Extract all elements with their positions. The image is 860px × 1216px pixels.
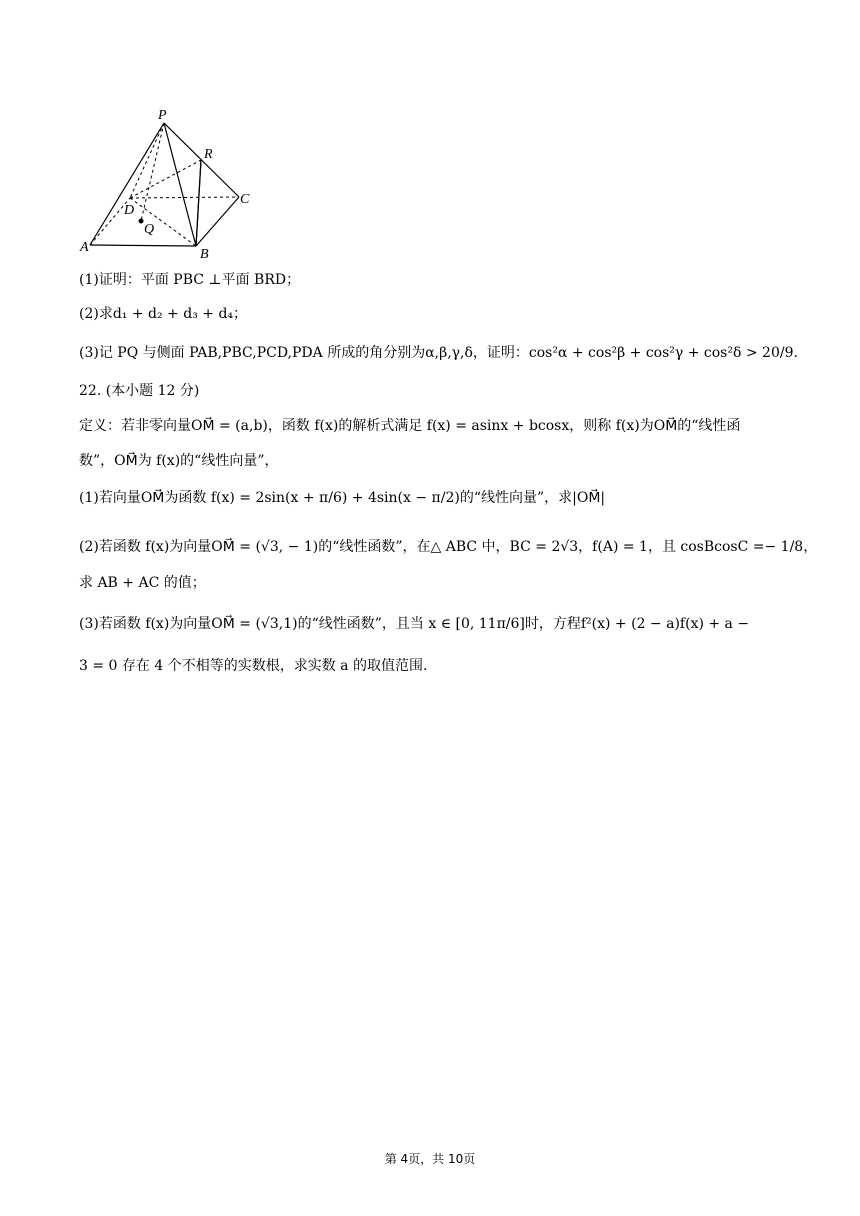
label-c: C: [240, 192, 250, 207]
q22-definition-line2: 数”，OM⃗为 f(x)的“线性向量”，: [79, 453, 279, 469]
q21-part2: (2)求d₁ + d₂ + d₃ + d₄；: [79, 306, 248, 322]
label-r: R: [204, 147, 213, 162]
q22-part3-line1: (3)若函数 f(x)为向量OM⃗ = (√3,1)的“线性函数”，且当 x ∈ [0, 11π/6]时，方程f²(x) + (2 − a)f(x) + a −: [79, 616, 750, 632]
q22-part2-line2: 求 AB + AC 的值；: [79, 575, 206, 591]
q21-part1: (1)证明：平面 PBC ⊥平面 BRD；: [79, 272, 301, 288]
q22-definition-line1: 定义：若非零向量OM⃗ = (a,b)，函数 f(x)的解析式满足 f(x) = asinx + bcosx，则称 f(x)为OM⃗的“线性函: [79, 418, 741, 434]
label-p: P: [158, 108, 167, 123]
q22-part1: (1)若向量OM⃗为函数 f(x) = 2sin(x + π/6) + 4sin(x − π/2)的“线性向量”，求|OM⃗|: [79, 490, 606, 506]
q21-part3: (3)记 PQ 与侧面 PAB,PBC,PCD,PDA 所成的角分别为α,β,γ,δ，证明：cos²α + cos²β + cos²γ + cos²δ > 20/9.: [79, 345, 798, 361]
page-number: 第 4页，共 10页: [384, 1152, 476, 1166]
q22-part2-line1: (2)若函数 f(x)为向量OM⃗ = (√3, − 1)的“线性函数”，在△ ABC 中，BC = 2√3，f(A) = 1，且 cosBcosC =− 1/8，: [79, 539, 818, 555]
q22-heading: 22. (本小题 12 分): [79, 383, 200, 399]
label-b: B: [200, 247, 209, 260]
label-a: A: [80, 240, 89, 255]
label-d: D: [124, 203, 135, 218]
pyramid-figure: [74, 100, 264, 260]
point-q: [139, 219, 144, 224]
q22-part3-line2: 3 = 0 存在 4 个不相等的实数根，求实数 a 的取值范围.: [79, 658, 428, 674]
label-q: Q: [144, 222, 155, 237]
